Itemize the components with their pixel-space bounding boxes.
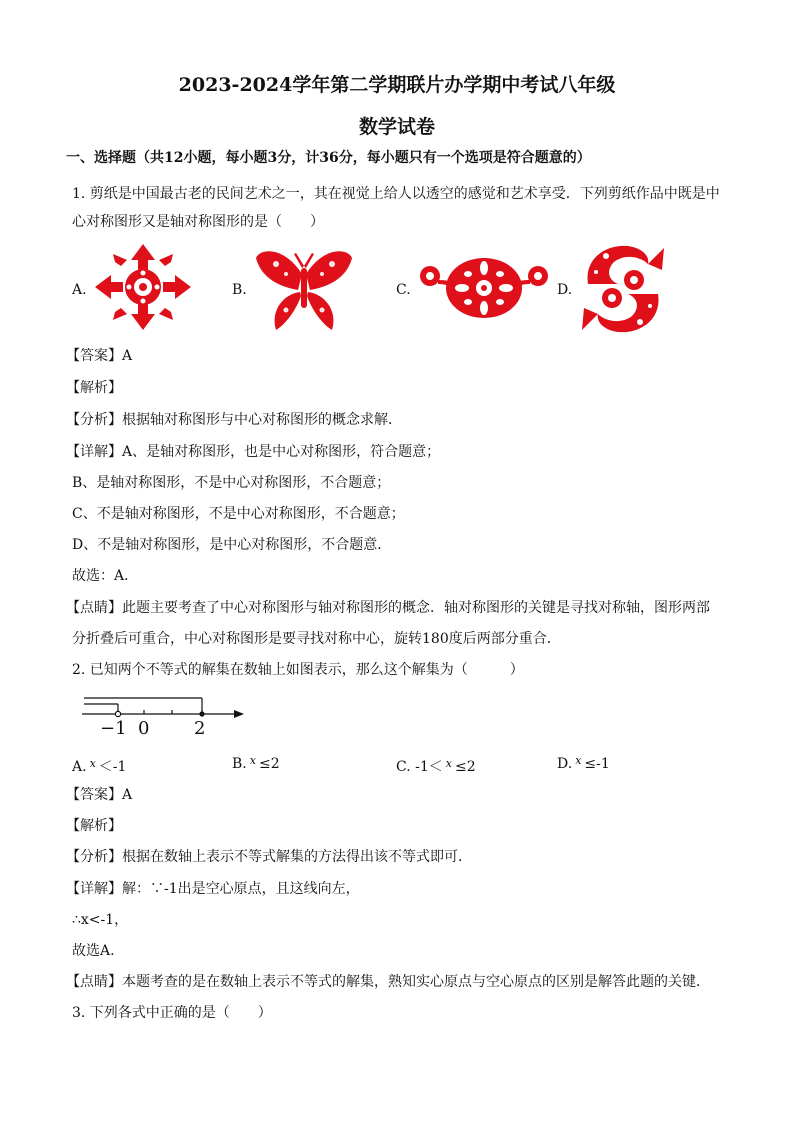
q1-detail-a: 【详解】A、是轴对称图形，也是中心对称图形，符合题意； (66, 444, 441, 460)
q1-answer: 【答案】A (66, 348, 133, 364)
q2-option-c-label: C. -1＜ (396, 759, 443, 775)
number-line-label-neg1: −1 (100, 718, 127, 739)
q2-option-b (232, 756, 280, 772)
q2-analysis-tag: 【解析】 (66, 818, 122, 834)
q1-option-b-label: B. (232, 282, 247, 298)
flower-papercut-icon (416, 250, 552, 326)
q2-option-a-label: A. (72, 759, 87, 775)
q2-option-c-expr: ≤2 (454, 759, 476, 775)
q2-option-a-var: x (89, 757, 96, 770)
q1-comment-line1: 【点睛】此题主要考查了中心对称图形与轴对称图形的概念．轴对称图形的关键是寻找对称轴，图形两部 (66, 600, 710, 616)
q2-option-d (557, 756, 610, 772)
q1-stem-line1: 1. 剪纸是中国最古老的民间艺术之一，其在视觉上给人以透空的感觉和艺术享受．下列剪纸作品中既是中 (72, 186, 720, 202)
q2-answer: 【答案】A (66, 787, 133, 803)
q1-option-d-label: D. (557, 282, 573, 298)
fish-papercut-icon (578, 240, 668, 338)
q2-detail-1: 【详解】解：∵-1出是空心原点，且这线向左， (66, 881, 360, 897)
q1-detail-c: C、不是轴对称图形，不是中心对称图形，不合题意； (72, 506, 405, 522)
exam-title: 2023-2024学年第二学期联片办学期中考试八年级 (178, 74, 616, 96)
q2-conclusion: 故选A. (72, 943, 115, 959)
q2-option-a-expr: ＜-1 (98, 759, 127, 775)
section-heading: 一、选择题（共12小题，每小题3分，计36分，每小题只有一个选项是符合题意的） (66, 150, 591, 166)
q2-detail-2: ∴x<-1， (72, 912, 129, 928)
q2-option-d-expr: ≤-1 (584, 756, 610, 772)
q1-conclusion: 故选：A． (72, 568, 139, 584)
q2-option-b-label: B. (232, 756, 247, 772)
butterfly-papercut-icon (254, 244, 354, 332)
number-line-label-0: 0 (138, 718, 150, 739)
number-line-label-2: 2 (194, 718, 206, 739)
q2-stem: 2. 已知两个不等式的解集在数轴上如图表示，那么这个解集为（ ） (72, 662, 524, 678)
exam-subtitle: 数学试卷 (358, 116, 435, 138)
snowflake-papercut-icon (93, 242, 193, 332)
q2-comment: 【点睛】本题考查的是在数轴上表示不等式的解集，熟知实心原点与空心原点的区别是解答此题的关键． (66, 974, 710, 990)
q1-comment-line2: 分折叠后可重合，中心对称图形是要寻找对称中心，旋转180度后两部分重合． (72, 631, 561, 647)
q2-fenxi: 【分析】根据在数轴上表示不等式解集的方法得出该不等式即可． (66, 849, 472, 865)
q1-stem-line2: 心对称图形又是轴对称图形的是（ ） (72, 214, 324, 230)
q1-fenxi: 【分析】根据轴对称图形与中心对称图形的概念求解． (66, 412, 402, 428)
q1-detail-b: B、是轴对称图形，不是中心对称图形，不合题意； (72, 475, 391, 491)
q1-analysis-tag: 【解析】 (66, 380, 122, 396)
q2-option-c-var: x (445, 757, 452, 770)
q2-option-a (72, 756, 126, 776)
q1-option-a-label: A. (72, 282, 87, 298)
q1-detail-d: D、不是轴对称图形，是中心对称图形，不合题意． (72, 537, 392, 553)
q2-option-d-label: D. (557, 756, 573, 772)
q3-stem: 3. 下列各式中正确的是（ ） (72, 1005, 272, 1021)
q2-option-c (396, 756, 476, 776)
q2-option-d-var: x (575, 754, 582, 767)
number-line (80, 692, 250, 746)
q1-option-c-label: C. (396, 282, 411, 298)
q2-option-b-expr: ≤2 (258, 756, 280, 772)
q2-option-b-var: x (249, 754, 256, 767)
